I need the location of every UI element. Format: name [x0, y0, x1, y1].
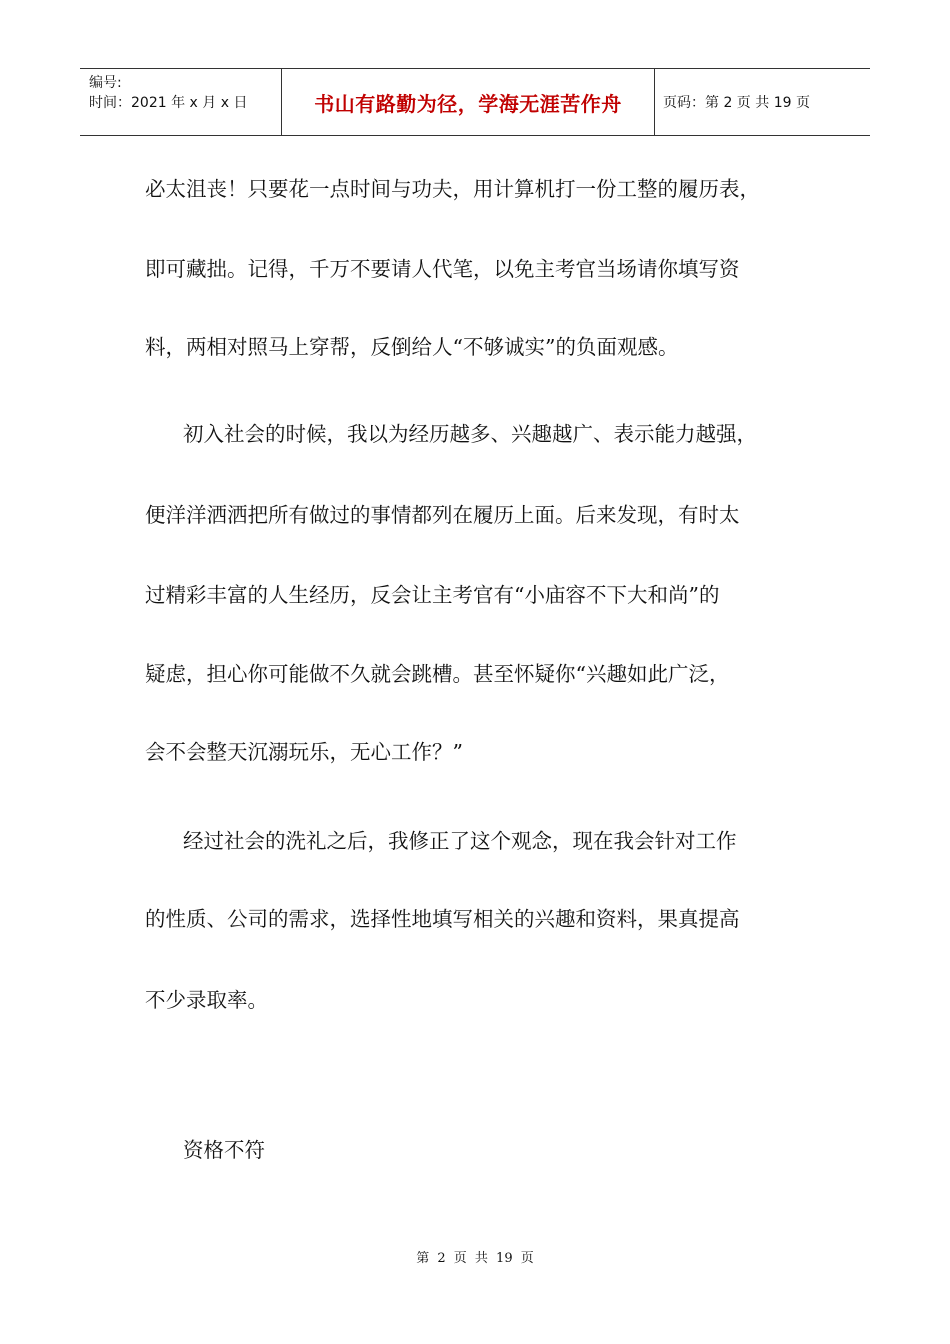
body-line: 初入社会的时候，我以为经历越多、兴趣越广、表示能力越强，: [183, 422, 757, 446]
body-line: 料，两相对照马上穿帮，反倒给人“不够诚实”的负面观感。: [145, 335, 679, 359]
body-line: 必太沮丧！只要花一点时间与功夫，用计算机打一份工整的履历表，: [145, 177, 760, 201]
body-line: 的性质、公司的需求，选择性地填写相关的兴趣和资料，果真提高: [145, 907, 740, 931]
header-page-code: 页码：第 2 页 共 19 页: [663, 95, 810, 111]
time-label: 时间：2021 年 x 月 x 日: [89, 95, 248, 111]
body-line: 经过社会的洗礼之后，我修正了这个观念，现在我会针对工作: [183, 829, 737, 853]
page-header: [80, 68, 870, 136]
body-line: 即可藏拙。记得，千万不要请人代笔，以免主考官当场请你填写资: [145, 257, 740, 281]
header-motto: 书山有路勤为径，学海无涯苦作舟: [282, 69, 655, 135]
body-line: 过精彩丰富的人生经历，反会让主考官有“小庙容不下大和尚”的: [145, 583, 720, 607]
number-label: 编号:: [89, 75, 122, 91]
body-line: 便洋洋洒洒把所有做过的事情都列在履历上面。后来发现，有时太: [145, 503, 740, 527]
body-line: 疑虑，担心你可能做不久就会跳槽。甚至怀疑你“兴趣如此广泛，: [145, 662, 730, 686]
body-line: 会不会整天沉溺玩乐，无心工作？”: [145, 740, 463, 764]
page-footer: 第 2 页 共 19 页: [416, 1251, 534, 1266]
header-meta-cell: [80, 69, 282, 135]
body-line: 不少录取率。: [145, 988, 268, 1012]
section-heading: 资格不符: [183, 1138, 265, 1162]
